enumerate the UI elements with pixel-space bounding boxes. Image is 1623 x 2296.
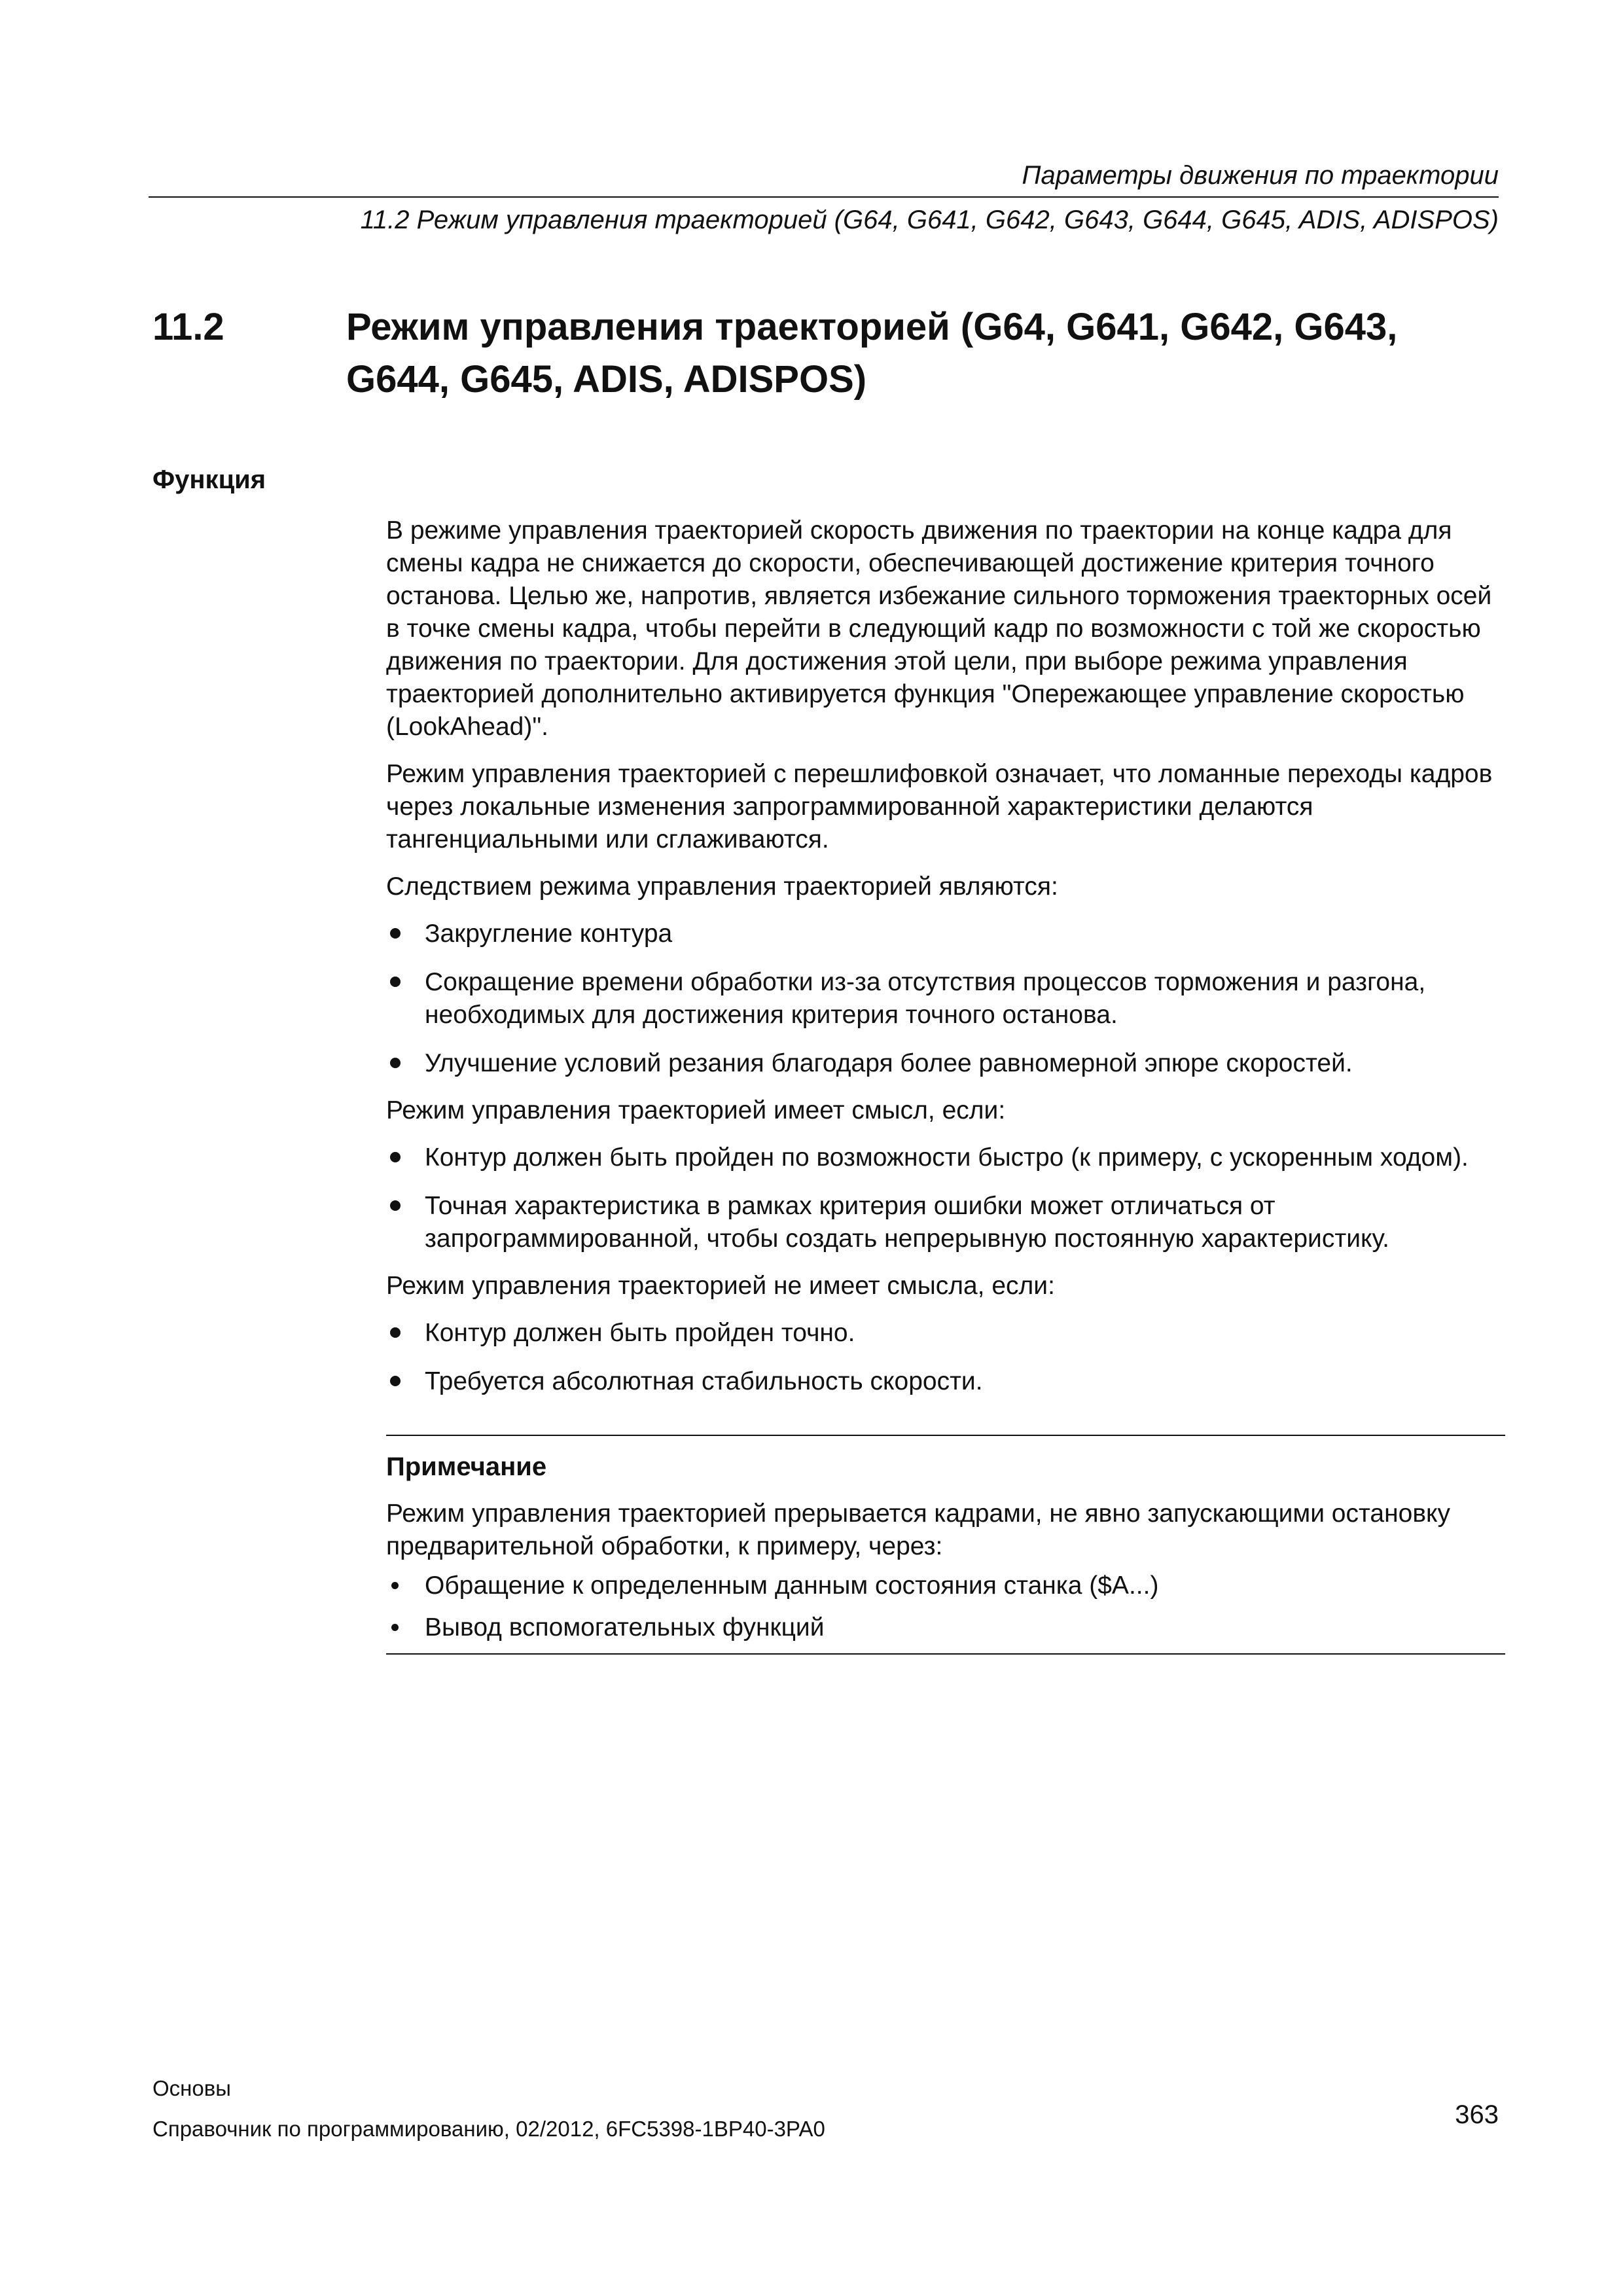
list-item-text: Сокращение времени обработки из-за отсутствия процессов торможения и разгона, необходимых для достижения критерия точного останова. (425, 968, 1426, 1029)
bullet-icon (390, 1376, 401, 1386)
list-item (386, 1141, 1505, 1174)
list-item-text: Вывод вспомогательных функций (425, 1613, 825, 1641)
useful-list (386, 1141, 1505, 1255)
section-title: Режим управления траекторией (G64, G641, G642, G643, G644, G645, ADIS, ADISPOS) (346, 306, 1398, 401)
list-item-text: Контур должен быть пройден точно. (425, 1319, 855, 1347)
bullet-icon (390, 928, 401, 939)
list-item-text: Контур должен быть пройден по возможности быстро (к примеру, с ускоренным ходом). (425, 1143, 1469, 1172)
list-item (386, 1047, 1505, 1080)
footer-manual-info: Справочник по программированию, 02/2012, 6FC5398-1BP40-3PA0 (152, 2117, 825, 2141)
list-item (386, 918, 1505, 950)
not-useful-list (386, 1317, 1505, 1398)
bullet-icon (390, 977, 401, 987)
list-item-text: Точная характеристика в рамках критерия ошибки может отличаться от запрограммированной, чтобы создать непрерывную постоянную характеристику. (425, 1192, 1389, 1253)
note-text: Режим управления траекторией прерывается кадрами, не явно запускающими остановку предварительной обработки, к примеру, через: (386, 1499, 1451, 1560)
note-list (386, 1570, 1505, 1644)
section-number: 11.2 (152, 306, 224, 348)
list-item-text: Улучшение условий резания благодаря более равномерной эпюре скоростей. (425, 1049, 1353, 1077)
bullet-icon (391, 1582, 399, 1589)
list-item (386, 1365, 1505, 1398)
list-item (386, 966, 1505, 1031)
paragraph-smoothing: Режим управления траекторией с перешлифовкой означает, что ломанные переходы кадров через локальные изменения запрограммированной характеристики делаются тангенциальными или сглаживаются. (386, 760, 1493, 853)
list-item (386, 1190, 1505, 1255)
not-useful-intro: Режим управления траекторией не имеет смысла, если: (386, 1272, 1055, 1300)
page-header (149, 157, 1499, 238)
paragraph-intro: В режиме управления траекторией скорость движения по траектории на конце кадра для смены кадра не снижается до скорости, обеспечивающей достижение критерия точного останова. Целью же, напротив, является избежание сильного торможения траекторных осей в точке смены кадра, чтобы перейти в следующий кадр по возможности с той же скоростью движения по траектории. Для достижения этой цели, при выборе режима управления траекторией дополнительно активируется функция "Опережающее управление скоростью (LookAhead)". (386, 516, 1492, 741)
note-box (386, 1435, 1505, 1655)
bullet-icon (390, 1152, 401, 1162)
list-item-text: Обращение к определенным данным состояния станка ($A...) (425, 1571, 1159, 1600)
function-subheading: Функция (152, 465, 266, 494)
body-text (386, 514, 1505, 1655)
bullet-icon (390, 1058, 401, 1068)
bullet-icon (390, 1327, 401, 1338)
consequences-intro: Следствием режима управления траекторией являются: (386, 872, 1058, 901)
list-item-text: Требуется абсолютная стабильность скорости. (425, 1367, 983, 1395)
footer-book-title: Основы (152, 2076, 231, 2100)
header-chapter-title: Параметры движения по траектории (149, 157, 1499, 198)
useful-intro: Режим управления траекторией имеет смысл, если: (386, 1096, 1006, 1124)
list-item-text: Закругление контура (425, 920, 673, 948)
bullet-icon (390, 1200, 401, 1211)
page-footer (152, 2068, 825, 2149)
list-item (386, 1317, 1505, 1350)
consequences-list (386, 918, 1505, 1080)
bullet-icon (391, 1624, 399, 1631)
note-title: Примечание (386, 1452, 547, 1481)
list-item (386, 1570, 1505, 1602)
page-number: 363 (1455, 2100, 1499, 2129)
list-item (386, 1611, 1505, 1644)
header-section-title: 11.2 Режим управления траекторией (G64, G641, G642, G643, G644, G645, ADIS, ADISPOS) (360, 206, 1499, 234)
